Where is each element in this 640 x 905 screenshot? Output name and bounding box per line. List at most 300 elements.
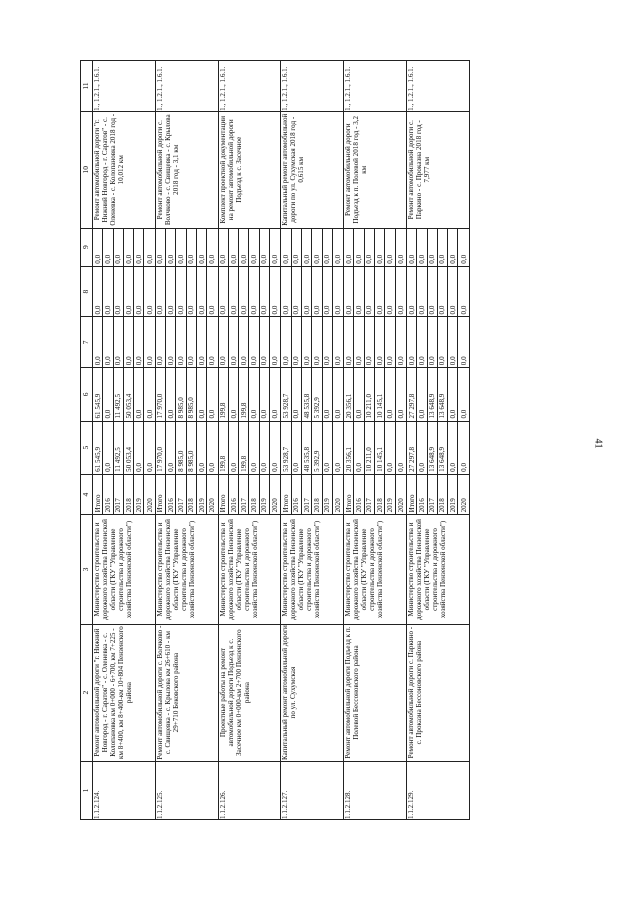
amount-total-line: 0,0 [459,462,468,472]
amount-regional [93,368,156,421]
amount-col8-line: 0,0 [417,267,427,317]
amount-total-line: 10 145,1 [375,422,385,474]
amount-col8-line: 0,0 [176,267,186,317]
amount-total-line: 0,0 [134,422,144,474]
amount-regional-line: 0,0 [208,409,217,419]
program-table [80,60,470,820]
amount-regional-line: 0,0 [271,409,280,419]
year-cell-line: 2019 [385,475,395,515]
year-cell-line: 2016 [292,475,302,515]
amount-col7-line: 0,0 [239,317,249,367]
amount-col7-line: 0,0 [208,356,217,366]
amount-regional-line: 11 492,5 [114,368,124,420]
row-executor: Министерство строительства и дорожного хозяйства Пензенской области (ГКУ "Управление строительства и дорожного хозяйства Пензенской области") [281,515,344,624]
amount-col7 [93,317,156,368]
row-executor: Министерство строительства и дорожного хозяйства Пензенской области (ГКУ "Управление строительства и дорожного хозяйства Пензенской области") [218,515,281,624]
amount-col8-line: 0,0 [156,267,166,317]
amount-col9-line: 0,0 [93,229,103,266]
year-cell-line: 2020 [145,498,154,513]
amount-total-line: 0,0 [271,462,280,472]
amount-col9-line: 0,0 [323,229,333,266]
amount-regional-line: 0,0 [448,368,458,420]
year-cell-line: Итого [156,475,166,515]
amount-col8-line: 0,0 [271,305,280,315]
amount-col8 [281,266,344,317]
row-target: Ремонт автомобильной дороги с. Волчково - с. Свищевка - с. Крылова 2018 год - 3,1 км [155,111,218,228]
amount-regional-line: 0,0 [292,368,302,420]
amount-regional-line: 0,0 [396,409,405,419]
amount-total [218,421,281,474]
amount-col9 [406,228,469,266]
amount-col7-line: 0,0 [93,317,103,367]
amount-col8-line: 0,0 [385,267,395,317]
amount-col9-line: 0,0 [385,229,395,266]
year-cell-line: 2020 [333,498,342,513]
amount-col9-line: 0,0 [428,229,438,266]
year-cell-line: 2018 [312,475,322,515]
amount-col7-line: 0,0 [176,317,186,367]
amount-total-line: 0,0 [166,422,176,474]
amount-regional-line: 0,0 [354,368,364,420]
amount-col7-line: 0,0 [407,317,417,367]
row-name: Ремонт автомобильной дороги Подъезд к п. Полевой Бессоновского района [344,624,407,761]
year-cell [281,474,344,515]
year-cell-line: Итого [407,475,417,515]
amount-regional-line: 0,0 [197,368,207,420]
row-name: Ремонт автомобильной дороги с. Волчково - с. Свищевка - с. Крылова км 26+610 - км 29+710 Бековского района [155,624,218,761]
amount-col7-line: 0,0 [103,317,113,367]
year-cell-line: 2020 [271,498,280,513]
amount-total-line: 48 535,8 [302,422,312,474]
amount-col7-line: 0,0 [385,317,395,367]
row-links: 1., 1.2.1., 1.6.1. [406,61,469,112]
amount-total-line: 0,0 [396,462,405,472]
row-code: 1.1.2.124. [93,761,156,819]
amount-col7-line: 0,0 [312,317,322,367]
amount-col8 [406,266,469,317]
amount-regional-line: 17 970,0 [156,368,166,420]
amount-col9-line: 0,0 [344,229,354,266]
amount-col8-line: 0,0 [249,267,259,317]
amount-total-line: 0,0 [354,422,364,474]
header-cell: 10 [81,111,93,228]
amount-col8 [93,266,156,317]
amount-col7-line: 0,0 [229,317,239,367]
row-target: Капитальный ремонт автомобильной дороги по ул. Сухумская 2018 год - 0,615 км [281,111,344,228]
amount-col8-line: 0,0 [312,267,322,317]
amount-col7-line: 0,0 [145,356,154,366]
amount-total-line: 27 297,8 [407,422,417,474]
year-cell-line: 2020 [396,498,405,513]
amount-total-line: 0,0 [103,422,113,474]
year-cell [218,474,281,515]
year-cell-line: 2019 [134,475,144,515]
amount-total-line: 0,0 [385,422,395,474]
amount-total-line: 13 648,9 [428,422,438,474]
amount-regional-line: 5 392,9 [312,368,322,420]
amount-col9-line: 0,0 [103,229,113,266]
header-cell: 9 [81,228,93,266]
amount-col7-line: 0,0 [344,317,354,367]
amount-total-line: 10 211,0 [365,422,375,474]
amount-col7-line: 0,0 [124,317,134,367]
header-cell: 5 [81,421,93,474]
amount-total-line: 20 356,1 [344,422,354,474]
year-cell-line: 2018 [249,475,259,515]
header-cell: 2 [81,624,93,761]
amount-regional-line: 199,8 [239,368,249,420]
amount-col9 [155,228,218,266]
year-cell-line: 2017 [365,475,375,515]
amount-regional-line: 20 356,1 [344,368,354,420]
row-executor: Министерство строительства и дорожного хозяйства Пензенской области (ГКУ "Управление строительства и дорожного хозяйства Пензенской области") [344,515,407,624]
amount-col8-line: 0,0 [93,267,103,317]
amount-col9-line: 0,0 [166,229,176,266]
amount-regional-line: 0,0 [229,368,239,420]
year-cell-line: Итого [281,475,291,515]
amount-col9-line: 0,0 [260,229,270,266]
amount-regional-line: 0,0 [333,409,342,419]
row-target: Ремонт автомобильной дороги с. Паркино - с. Проказна 2018 год - 7,977 км [406,111,469,228]
amount-col7 [281,317,344,368]
amount-total-line: 0,0 [229,422,239,474]
amount-regional-line: 13 648,9 [438,368,448,420]
amount-regional-line: 0,0 [417,368,427,420]
amount-regional-line: 13 648,9 [428,368,438,420]
amount-col8-line: 0,0 [459,305,468,315]
header-cell: 4 [81,474,93,515]
year-cell-line: 2018 [124,475,134,515]
amount-col7-line: 0,0 [292,317,302,367]
header-cell: 7 [81,317,93,368]
amount-col7-line: 0,0 [187,317,197,367]
table-body [81,61,470,820]
amount-regional-line: 48 535,8 [302,368,312,420]
table-row [406,61,469,820]
header-cell: 1 [81,761,93,819]
amount-col8-line: 0,0 [166,267,176,317]
year-cell-line: Итого [93,475,103,515]
amount-total [281,421,344,474]
amount-col7-line: 0,0 [249,317,259,367]
amount-total-line: 0,0 [208,462,217,472]
amount-total-line: 199,8 [219,422,229,474]
amount-total-line: 53 928,7 [281,422,291,474]
row-links: 1., 1.2.1., 1.6.1. [93,61,156,112]
amount-col9-line: 0,0 [354,229,364,266]
amount-col7 [218,317,281,368]
year-cell [155,474,218,515]
amount-regional-line: 0,0 [166,368,176,420]
amount-total-line: 11 492,5 [114,422,124,474]
table-row [155,61,218,820]
year-cell-line: 2016 [166,475,176,515]
amount-regional [281,368,344,421]
table-row [344,61,407,820]
amount-col9-line: 0,0 [333,254,342,264]
year-cell-line: 2018 [438,475,448,515]
row-executor: Министерство строительства и дорожного хозяйства Пензенской области (ГКУ "Управление строительства и дорожного хозяйства Пензенской области") [155,515,218,624]
year-cell-line: 2017 [176,475,186,515]
amount-total-line: 0,0 [249,422,259,474]
year-cell-line: 2019 [197,475,207,515]
year-cell-line: 2019 [260,475,270,515]
row-name: Ремонт автомобильной дороги с. Паркино - с. Проказна Бессоновского района [406,624,469,761]
amount-total-line: 8 985,0 [187,422,197,474]
row-name: Капитальный ремонт автомобильной дороги по ул. Сухумская [281,624,344,761]
row-code: 1.1.2.125. [155,761,218,819]
amount-col9 [93,228,156,266]
header-cell: 6 [81,368,93,421]
amount-col9-line: 0,0 [156,229,166,266]
amount-col9-line: 0,0 [448,229,458,266]
amount-col7-line: 0,0 [166,317,176,367]
amount-col9-line: 0,0 [239,229,249,266]
amount-col9-line: 0,0 [281,229,291,266]
amount-col7-line: 0,0 [219,317,229,367]
row-executor: Министерство строительства и дорожного хозяйства Пензенской области (ГКУ "Управление строительства и дорожного хозяйства Пензенской области") [93,515,156,624]
amount-col9-line: 0,0 [302,229,312,266]
amount-total-line: 0,0 [448,422,458,474]
year-cell-line: 2018 [375,475,385,515]
amount-col8-line: 0,0 [448,267,458,317]
amount-total-line: 5 392,9 [312,422,322,474]
amount-col9-line: 0,0 [229,229,239,266]
amount-regional-line: 199,8 [219,368,229,420]
amount-col7-line: 0,0 [271,356,280,366]
amount-col7-line: 0,0 [134,317,144,367]
row-target: Комплект проектной документации на ремонт автомобильной дороги Подъезд к с. Засечное [218,111,281,228]
table-row [218,61,281,820]
amount-col9-line: 0,0 [187,229,197,266]
amount-col7-line: 0,0 [417,317,427,367]
amount-col9-line: 0,0 [375,229,385,266]
row-target: Ремонт автомобильной дороги "г. Нижний Новгород - г. Саратов" - с. Оленевка - с. Колопановка 2018 год - 10,012 км [93,111,156,228]
amount-col9-line: 0,0 [438,229,448,266]
amount-regional-line: 0,0 [103,368,113,420]
amount-col9-line: 0,0 [124,229,134,266]
amount-total [93,421,156,474]
amount-col7-line: 0,0 [438,317,448,367]
amount-col8-line: 0,0 [134,267,144,317]
amount-total-line: 50 053,4 [124,422,134,474]
amount-col7-line: 0,0 [197,317,207,367]
year-cell [93,474,156,515]
year-cell-line: 2016 [103,475,113,515]
amount-total-line: 0,0 [197,422,207,474]
amount-col8-line: 0,0 [239,267,249,317]
amount-regional-line: 10 211,0 [365,368,375,420]
amount-col9-line: 0,0 [249,229,259,266]
amount-col7-line: 0,0 [302,317,312,367]
amount-col8-line: 0,0 [187,267,197,317]
page-number: 41 [592,438,604,449]
row-links: 1., 1.2.1., 1.6.1. [344,61,407,112]
amount-regional-line: 50 053,4 [124,368,134,420]
amount-col8-line: 0,0 [197,267,207,317]
amount-col8-line: 0,0 [292,267,302,317]
amount-regional [344,368,407,421]
amount-regional-line: 8 985,0 [176,368,186,420]
year-cell-line: 2018 [187,475,197,515]
amount-regional-line: 0,0 [249,368,259,420]
amount-col7-line: 0,0 [448,317,458,367]
year-cell-line: 2017 [114,475,124,515]
amount-col8-line: 0,0 [396,305,405,315]
amount-col8-line: 0,0 [302,267,312,317]
amount-col7-line: 0,0 [365,317,375,367]
amount-col9-line: 0,0 [312,229,322,266]
row-code: 1.1.2.126. [218,761,281,819]
amount-col7 [155,317,218,368]
amount-total [155,421,218,474]
amount-col8-line: 0,0 [124,267,134,317]
amount-col8-line: 0,0 [323,267,333,317]
amount-regional-line: 0,0 [385,368,395,420]
amount-total-line: 17 970,0 [156,422,166,474]
amount-col8-line: 0,0 [407,267,417,317]
year-cell-line: Итого [344,475,354,515]
amount-col7-line: 0,0 [281,317,291,367]
amount-col8-line: 0,0 [438,267,448,317]
year-cell-line: 2016 [417,475,427,515]
amount-col9 [344,228,407,266]
row-links: 1., 1.2.1., 1.6.1. [155,61,218,112]
amount-col7-line: 0,0 [333,356,342,366]
amount-total-line: 0,0 [260,422,270,474]
table-container [80,60,640,820]
amount-col9-line: 0,0 [145,254,154,264]
amount-regional-line: 0,0 [134,368,144,420]
amount-total-line: 0,0 [333,462,342,472]
amount-regional-line: 10 145,1 [375,368,385,420]
amount-col9-line: 0,0 [197,229,207,266]
year-cell-line: Итого [219,475,229,515]
row-executor: Министерство строительства и дорожного хозяйства Пензенской области (ГКУ "Управление строительства и дорожного хозяйства Пензенской области") [406,515,469,624]
amount-col7-line: 0,0 [114,317,124,367]
amount-col9-line: 0,0 [176,229,186,266]
row-target: Ремонт автомобильной дороги Подъезд к п. Полевой 2018 год - 3,2 км [344,111,407,228]
amount-col9-line: 0,0 [219,229,229,266]
row-name: Проектные работы на ремонт автомобильной дороги Подъезд к с. Засечное км 0+000-км 2+700 Пензенского района [218,624,281,761]
amount-regional-line: 0,0 [260,368,270,420]
amount-col9-line: 0,0 [407,229,417,266]
header-row [81,61,93,820]
amount-col8-line: 0,0 [281,267,291,317]
amount-col7-line: 0,0 [260,317,270,367]
amount-total-line: 0,0 [145,462,154,472]
amount-col7-line: 0,0 [156,317,166,367]
amount-col8-line: 0,0 [428,267,438,317]
year-cell [406,474,469,515]
amount-col9-line: 0,0 [459,254,468,264]
amount-col9-line: 0,0 [134,229,144,266]
amount-col8-line: 0,0 [208,305,217,315]
amount-col8-line: 0,0 [375,267,385,317]
amount-col7-line: 0,0 [323,317,333,367]
amount-col8-line: 0,0 [333,305,342,315]
amount-regional-line: 0,0 [323,368,333,420]
row-code: 1.1.2.127. [281,761,344,819]
amount-col8-line: 0,0 [229,267,239,317]
amount-col9 [281,228,344,266]
year-cell-line: 2016 [354,475,364,515]
amount-total [406,421,469,474]
amount-regional [406,368,469,421]
year-cell-line: 2020 [208,498,217,513]
header-cell: 3 [81,515,93,624]
year-cell-line: 2019 [323,475,333,515]
amount-regional-line: 61 545,9 [93,368,103,420]
amount-col8-line: 0,0 [103,267,113,317]
amount-col7-line: 0,0 [428,317,438,367]
row-name: Ремонт автомобильной дороги "г. Нижний Новгород - г. Саратов" - с. Оленевка - с. Колопановка км 0+000 - 6+700, км 7+225 - км 8+400, км 8+400-км 10+804 Пензенского района [93,624,156,761]
amount-col8-line: 0,0 [365,267,375,317]
amount-total-line: 0,0 [292,422,302,474]
amount-col8 [218,266,281,317]
amount-regional-line: 27 297,8 [407,368,417,420]
year-cell-line: 2019 [448,475,458,515]
amount-col9-line: 0,0 [114,229,124,266]
amount-col7 [406,317,469,368]
amount-col9-line: 0,0 [292,229,302,266]
amount-col7-line: 0,0 [396,356,405,366]
amount-col8-line: 0,0 [344,267,354,317]
amount-total-line: 0,0 [417,422,427,474]
amount-total [344,421,407,474]
row-links: 1., 1.2.1., 1.6.1. [281,61,344,112]
amount-col9 [218,228,281,266]
amount-col9-line: 0,0 [417,229,427,266]
header-cell: 8 [81,266,93,317]
amount-col8-line: 0,0 [114,267,124,317]
amount-regional-line: 0,0 [459,409,468,419]
year-cell-line: 2017 [302,475,312,515]
amount-col7-line: 0,0 [459,356,468,366]
amount-col7-line: 0,0 [354,317,364,367]
row-code: 1.1.2.128. [344,761,407,819]
amount-col8 [155,266,218,317]
amount-col7-line: 0,0 [375,317,385,367]
amount-col8-line: 0,0 [354,267,364,317]
amount-regional-line: 0,0 [145,409,154,419]
year-cell-line: 2016 [229,475,239,515]
amount-col7 [344,317,407,368]
amount-col8-line: 0,0 [260,267,270,317]
amount-total-line: 8 985,0 [176,422,186,474]
table-row [281,61,344,820]
table-row [93,61,156,820]
amount-regional-line: 53 928,7 [281,368,291,420]
amount-total-line: 61 545,9 [93,422,103,474]
amount-total-line: 199,8 [239,422,249,474]
header-cell: 11 [81,61,93,112]
amount-total-line: 0,0 [323,422,333,474]
amount-total-line: 13 648,9 [438,422,448,474]
year-cell-line: 2020 [459,498,468,513]
amount-col9-line: 0,0 [396,254,405,264]
year-cell-line: 2017 [428,475,438,515]
row-links: 1., 1.2.1., 1.6.1. [218,61,281,112]
row-code: 1.1.2.129. [406,761,469,819]
amount-col9-line: 0,0 [208,254,217,264]
year-cell [344,474,407,515]
amount-regional [155,368,218,421]
amount-col9-line: 0,0 [271,254,280,264]
amount-regional [218,368,281,421]
amount-regional-line: 8 985,0 [187,368,197,420]
year-cell-line: 2017 [239,475,249,515]
